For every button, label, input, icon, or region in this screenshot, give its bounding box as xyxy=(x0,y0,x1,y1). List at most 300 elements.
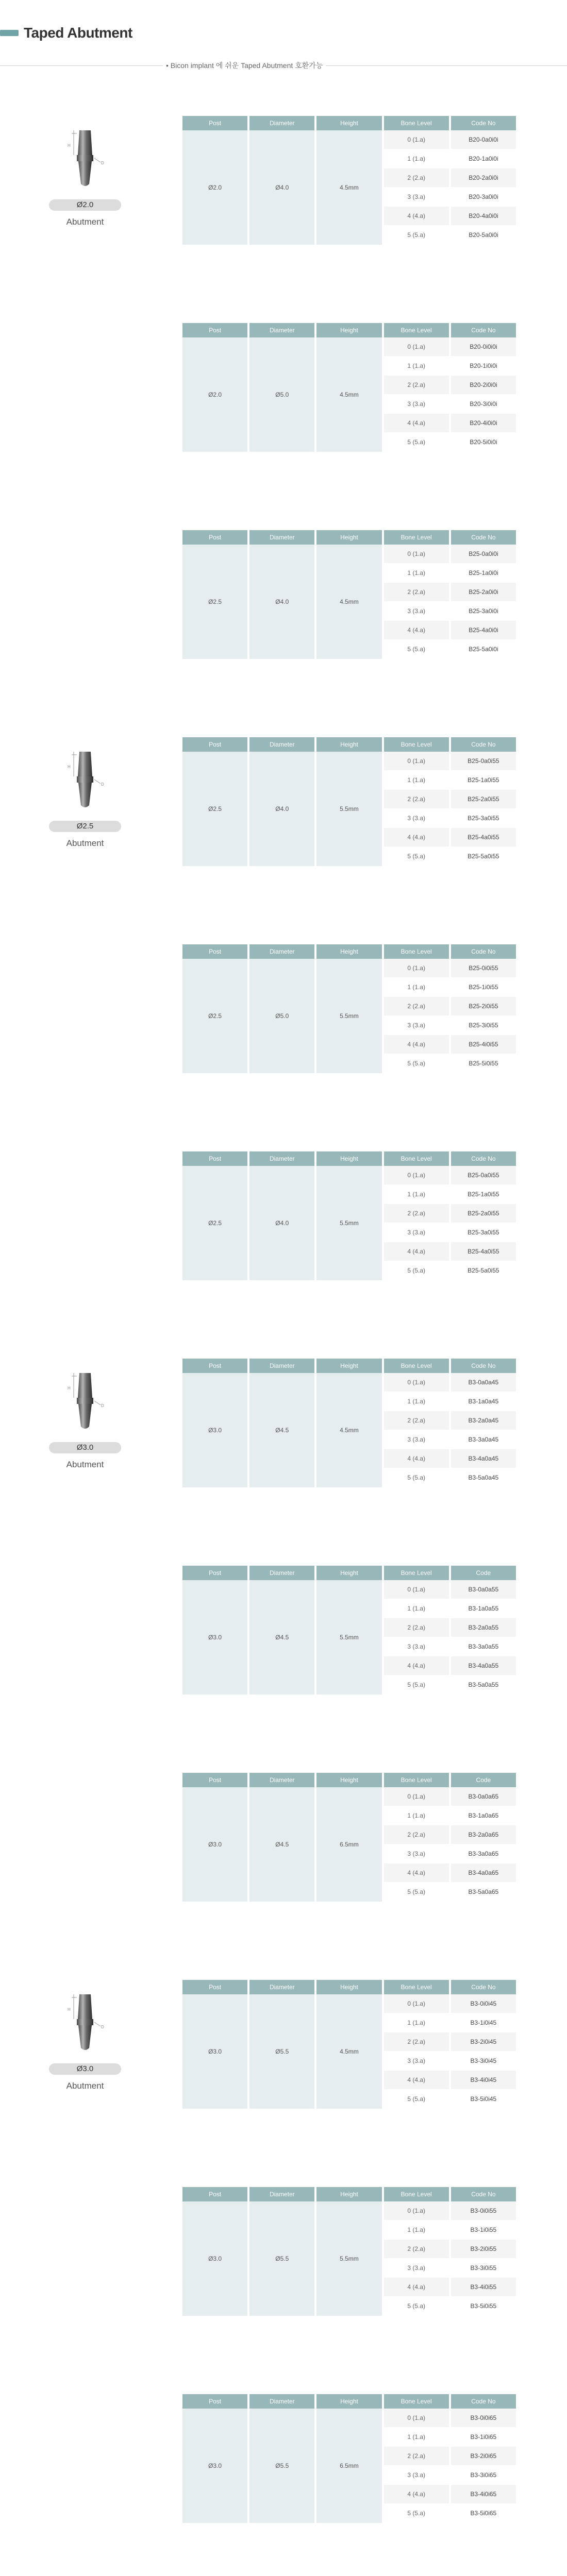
page-title: Taped Abutment xyxy=(24,25,132,41)
cell-bone-level: 0 (1.a) xyxy=(384,1373,449,1392)
cell-bone-level: 0 (1.a) xyxy=(384,1580,449,1599)
col-code-header: Code xyxy=(451,1773,516,1787)
cell-code: B3-2i0i55 xyxy=(451,2240,516,2259)
cell-code: B3-3i0i65 xyxy=(451,2466,516,2485)
col-code-header: Code No xyxy=(451,116,516,130)
cell-bone-level: 2 (2.a) xyxy=(384,1411,449,1430)
cell-code: B3-2a0a55 xyxy=(451,1618,516,1637)
col-bone-level-header: Bone Level xyxy=(384,1980,449,1994)
col-diameter-header: Diameter xyxy=(249,1566,314,1580)
cell-code: B3-3i0i55 xyxy=(451,2259,516,2278)
cell-code: B3-3a0a65 xyxy=(451,1844,516,1863)
cell-post: Ø2.0 xyxy=(182,337,247,452)
table-row xyxy=(182,2201,516,2221)
cell-code: B3-4i0i55 xyxy=(451,2278,516,2297)
spec-table xyxy=(180,323,518,452)
cell-bone-level: 3 (3.a) xyxy=(384,1016,449,1035)
cell-bone-level: 3 (3.a) xyxy=(384,1844,449,1863)
col-height-header: Height xyxy=(316,2187,381,2201)
cell-bone-level: 2 (2.a) xyxy=(384,1618,449,1637)
cell-height: 4.5mm xyxy=(316,1994,381,2109)
col-height-header: Height xyxy=(316,1980,381,1994)
cell-bone-level: 4 (4.a) xyxy=(384,1863,449,1883)
cell-bone-level: 4 (4.a) xyxy=(384,1035,449,1054)
table-row xyxy=(182,1994,516,2013)
product-block xyxy=(0,1348,567,1554)
col-diameter-header: Diameter xyxy=(249,1773,314,1787)
cell-bone-level: 0 (1.a) xyxy=(384,1166,449,1185)
product-card xyxy=(49,742,121,876)
svg-text:D: D xyxy=(101,1403,104,1408)
cell-code: B20-0a0i0i xyxy=(451,130,516,149)
col-diameter-header: Diameter xyxy=(249,1359,314,1373)
cell-diameter: Ø5.0 xyxy=(249,337,314,452)
cell-height: 4.5mm xyxy=(316,337,381,452)
cell-bone-level: 5 (5.a) xyxy=(384,226,449,245)
cell-code: B25-1i0i55 xyxy=(451,978,516,997)
cell-bone-level: 4 (4.a) xyxy=(384,2485,449,2504)
cell-bone-level: 1 (1.a) xyxy=(384,1392,449,1411)
col-post-header: Post xyxy=(182,1359,247,1373)
cell-height: 6.5mm xyxy=(316,2409,381,2523)
col-height-header: Height xyxy=(316,116,381,130)
cell-bone-level: 4 (4.a) xyxy=(384,1449,449,1468)
cell-bone-level: 5 (5.a) xyxy=(384,1261,449,1280)
cell-code: B25-5a0i55 xyxy=(451,847,516,866)
cell-post: Ø2.5 xyxy=(182,752,247,866)
cell-diameter: Ø4.0 xyxy=(249,545,314,659)
product-block xyxy=(0,1141,567,1347)
cell-code: B3-2i0i45 xyxy=(451,2032,516,2052)
cell-height: 5.5mm xyxy=(316,1166,381,1280)
cell-bone-level: 0 (1.a) xyxy=(384,752,449,771)
cell-bone-level: 3 (3.a) xyxy=(384,2259,449,2278)
cell-bone-level: 3 (3.a) xyxy=(384,602,449,621)
spec-table xyxy=(180,2394,518,2523)
cell-code: B3-0i0i55 xyxy=(451,2201,516,2221)
col-post-header: Post xyxy=(182,2394,247,2409)
cell-code: B25-1a0i55 xyxy=(451,771,516,790)
cell-code: B25-4a0i0i xyxy=(451,621,516,640)
col-bone-level-header: Bone Level xyxy=(384,530,449,545)
col-code-header: Code No xyxy=(451,737,516,752)
col-diameter-header: Diameter xyxy=(249,2187,314,2201)
product-name: Abutment xyxy=(66,1460,104,1469)
product-card xyxy=(49,1364,121,1498)
cell-code: B25-0a0i55 xyxy=(451,1166,516,1185)
cell-code: B20-4a0i0i xyxy=(451,207,516,226)
cell-diameter: Ø4.0 xyxy=(249,1166,314,1280)
col-height-header: Height xyxy=(316,2394,381,2409)
product-name: Abutment xyxy=(66,217,104,227)
cell-height: 6.5mm xyxy=(316,1787,381,1902)
col-code-header: Code No xyxy=(451,2187,516,2201)
cell-code: B3-0a0a65 xyxy=(451,1787,516,1806)
table-row xyxy=(182,2409,516,2428)
cell-bone-level: 5 (5.a) xyxy=(384,1054,449,1073)
cell-bone-level: 1 (1.a) xyxy=(384,149,449,168)
cell-diameter: Ø4.5 xyxy=(249,1580,314,1694)
col-code-header: Code xyxy=(451,1566,516,1580)
cell-code: B25-0a0i0i xyxy=(451,545,516,564)
product-size-pill: Ø2.0 xyxy=(49,199,121,211)
col-diameter-header: Diameter xyxy=(249,1980,314,1994)
product-block xyxy=(0,1555,567,1761)
cell-code: B3-0i0i45 xyxy=(451,1994,516,2013)
cell-code: B3-5a0a45 xyxy=(451,1468,516,1487)
cell-bone-level: 2 (2.a) xyxy=(384,583,449,602)
table-header-row xyxy=(182,2394,516,2409)
product-card xyxy=(49,121,121,255)
cell-code: B20-2a0i0i xyxy=(451,168,516,188)
product-block xyxy=(0,313,567,519)
cell-code: B25-3a0i0i xyxy=(451,602,516,621)
cell-code: B3-1a0a55 xyxy=(451,1599,516,1618)
cell-code: B3-5a0a65 xyxy=(451,1883,516,1902)
cell-bone-level: 5 (5.a) xyxy=(384,847,449,866)
cell-code: B25-3a0i55 xyxy=(451,809,516,828)
cell-post: Ø2.5 xyxy=(182,545,247,659)
cell-height: 5.5mm xyxy=(316,959,381,1073)
col-post-header: Post xyxy=(182,530,247,545)
product-name: Abutment xyxy=(66,2081,104,2091)
cell-post: Ø3.0 xyxy=(182,2201,247,2316)
table-row xyxy=(182,545,516,564)
cell-code: B25-5i0i55 xyxy=(451,1054,516,1073)
compatibility-note: • Bicon implant 에 쉬운 Taped Abutment 호환가능 xyxy=(163,60,326,71)
page-header xyxy=(0,23,567,43)
table-row xyxy=(182,1373,516,1392)
table-header-row xyxy=(182,737,516,752)
cell-bone-level: 2 (2.a) xyxy=(384,2447,449,2466)
cell-bone-level: 4 (4.a) xyxy=(384,1242,449,1261)
cell-code: B3-2i0i65 xyxy=(451,2447,516,2466)
cell-bone-level: 5 (5.a) xyxy=(384,2297,449,2316)
table-header-row xyxy=(182,2187,516,2201)
cell-post: Ø2.5 xyxy=(182,1166,247,1280)
title-accent-bar xyxy=(0,30,19,36)
product-size-pill: Ø3.0 xyxy=(49,1442,121,1453)
col-height-header: Height xyxy=(316,737,381,752)
spec-table xyxy=(180,1980,518,2109)
col-post-header: Post xyxy=(182,1566,247,1580)
cell-bone-level: 5 (5.a) xyxy=(384,1468,449,1487)
product-name: Abutment xyxy=(66,838,104,848)
cell-bone-level: 3 (3.a) xyxy=(384,1223,449,1242)
cell-bone-level: 1 (1.a) xyxy=(384,1599,449,1618)
cell-bone-level: 1 (1.a) xyxy=(384,2013,449,2032)
cell-code: B3-0a0a45 xyxy=(451,1373,516,1392)
cell-code: B25-0a0i55 xyxy=(451,752,516,771)
cell-code: B25-0i0i55 xyxy=(451,959,516,978)
cell-code: B25-3i0i55 xyxy=(451,1016,516,1035)
table-header-row xyxy=(182,1359,516,1373)
cell-bone-level: 1 (1.a) xyxy=(384,1806,449,1825)
cell-bone-level: 1 (1.a) xyxy=(384,1185,449,1204)
cell-code: B3-0a0a55 xyxy=(451,1580,516,1599)
col-bone-level-header: Bone Level xyxy=(384,323,449,337)
table-row xyxy=(182,1166,516,1185)
cell-code: B3-2a0a45 xyxy=(451,1411,516,1430)
cell-bone-level: 3 (3.a) xyxy=(384,809,449,828)
table-row xyxy=(182,1787,516,1806)
col-code-header: Code No xyxy=(451,2394,516,2409)
cell-bone-level: 5 (5.a) xyxy=(384,1883,449,1902)
cell-code: B25-4i0i55 xyxy=(451,1035,516,1054)
col-post-header: Post xyxy=(182,737,247,752)
cell-code: B20-5a0i0i xyxy=(451,226,516,245)
cell-height: 4.5mm xyxy=(316,130,381,245)
cell-bone-level: 1 (1.a) xyxy=(384,771,449,790)
cell-bone-level: 5 (5.a) xyxy=(384,433,449,452)
cell-code: B3-4a0a45 xyxy=(451,1449,516,1468)
cell-bone-level: 3 (3.a) xyxy=(384,395,449,414)
cell-code: B3-1i0i65 xyxy=(451,2428,516,2447)
col-diameter-header: Diameter xyxy=(249,530,314,545)
col-post-header: Post xyxy=(182,1773,247,1787)
cell-post: Ø3.0 xyxy=(182,2409,247,2523)
cell-height: 5.5mm xyxy=(316,1580,381,1694)
col-height-header: Height xyxy=(316,944,381,959)
col-post-header: Post xyxy=(182,323,247,337)
col-code-header: Code No xyxy=(451,944,516,959)
cell-height: 4.5mm xyxy=(316,1373,381,1487)
col-bone-level-header: Bone Level xyxy=(384,116,449,130)
product-block xyxy=(0,2177,567,2383)
cell-bone-level: 1 (1.a) xyxy=(384,2428,449,2447)
cell-code: B3-1i0i55 xyxy=(451,2221,516,2240)
cell-bone-level: 0 (1.a) xyxy=(384,959,449,978)
cell-post: Ø2.5 xyxy=(182,959,247,1073)
cell-bone-level: 0 (1.a) xyxy=(384,1787,449,1806)
cell-code: B20-1a0i0i xyxy=(451,149,516,168)
cell-bone-level: 4 (4.a) xyxy=(384,2071,449,2090)
cell-bone-level: 2 (2.a) xyxy=(384,168,449,188)
cell-diameter: Ø4.0 xyxy=(249,752,314,866)
cell-code: B25-2a0i55 xyxy=(451,790,516,809)
cell-bone-level: 3 (3.a) xyxy=(384,188,449,207)
col-bone-level-header: Bone Level xyxy=(384,944,449,959)
cell-post: Ø3.0 xyxy=(182,1787,247,1902)
col-code-header: Code No xyxy=(451,323,516,337)
spec-table xyxy=(180,116,518,245)
cell-code: B25-5a0i0i xyxy=(451,640,516,659)
col-bone-level-header: Bone Level xyxy=(384,1359,449,1373)
abutment-icon xyxy=(49,121,121,198)
cell-code: B3-5a0a55 xyxy=(451,1675,516,1694)
cell-code: B25-4a0i55 xyxy=(451,828,516,847)
product-block xyxy=(0,2384,567,2576)
cell-diameter: Ø4.5 xyxy=(249,1787,314,1902)
cell-post: Ø3.0 xyxy=(182,1580,247,1694)
cell-code: B25-1a0i0i xyxy=(451,564,516,583)
cell-code: B25-5a0i55 xyxy=(451,1261,516,1280)
cell-post: Ø2.0 xyxy=(182,130,247,245)
cell-bone-level: 1 (1.a) xyxy=(384,2221,449,2240)
cell-code: B3-0i0i65 xyxy=(451,2409,516,2428)
cell-bone-level: 2 (2.a) xyxy=(384,1204,449,1223)
cell-diameter: Ø5.0 xyxy=(249,959,314,1073)
cell-bone-level: 2 (2.a) xyxy=(384,2032,449,2052)
col-height-header: Height xyxy=(316,1566,381,1580)
product-card xyxy=(49,1985,121,2119)
col-bone-level-header: Bone Level xyxy=(384,2187,449,2201)
cell-code: B20-0i0i0i xyxy=(451,337,516,357)
col-height-header: Height xyxy=(316,530,381,545)
cell-code: B25-3a0i55 xyxy=(451,1223,516,1242)
svg-text:H: H xyxy=(68,143,71,148)
cell-bone-level: 4 (4.a) xyxy=(384,621,449,640)
svg-text:H: H xyxy=(68,765,71,769)
cell-diameter: Ø4.0 xyxy=(249,130,314,245)
product-block xyxy=(0,520,567,726)
svg-text:D: D xyxy=(101,161,104,165)
table-row xyxy=(182,959,516,978)
cell-code: B3-4i0i65 xyxy=(451,2485,516,2504)
cell-code: B25-2i0i55 xyxy=(451,997,516,1016)
table-row xyxy=(182,752,516,771)
cell-bone-level: 2 (2.a) xyxy=(384,376,449,395)
product-size-pill: Ø3.0 xyxy=(49,2063,121,2075)
cell-bone-level: 5 (5.a) xyxy=(384,640,449,659)
cell-bone-level: 1 (1.a) xyxy=(384,564,449,583)
spec-table xyxy=(180,1566,518,1694)
col-bone-level-header: Bone Level xyxy=(384,1566,449,1580)
cell-bone-level: 4 (4.a) xyxy=(384,207,449,226)
col-diameter-header: Diameter xyxy=(249,323,314,337)
cell-bone-level: 4 (4.a) xyxy=(384,828,449,847)
cell-diameter: Ø5.5 xyxy=(249,1994,314,2109)
product-size-pill: Ø2.5 xyxy=(49,821,121,832)
product-block xyxy=(0,106,567,312)
cell-code: B25-1a0i55 xyxy=(451,1185,516,1204)
cell-bone-level: 0 (1.a) xyxy=(384,130,449,149)
cell-height: 5.5mm xyxy=(316,2201,381,2316)
col-diameter-header: Diameter xyxy=(249,737,314,752)
cell-bone-level: 4 (4.a) xyxy=(384,414,449,433)
cell-code: B3-5i0i45 xyxy=(451,2090,516,2109)
cell-code: B3-2a0a65 xyxy=(451,1825,516,1844)
cell-code: B3-1a0a45 xyxy=(451,1392,516,1411)
col-post-header: Post xyxy=(182,1151,247,1166)
abutment-icon xyxy=(49,1985,121,2062)
table-header-row xyxy=(182,1980,516,1994)
col-post-header: Post xyxy=(182,116,247,130)
cell-height: 4.5mm xyxy=(316,545,381,659)
col-height-header: Height xyxy=(316,1773,381,1787)
cell-code: B20-2i0i0i xyxy=(451,376,516,395)
col-code-header: Code No xyxy=(451,1359,516,1373)
cell-bone-level: 4 (4.a) xyxy=(384,2278,449,2297)
cell-code: B3-1i0i45 xyxy=(451,2013,516,2032)
cell-bone-level: 5 (5.a) xyxy=(384,2090,449,2109)
cell-bone-level: 1 (1.a) xyxy=(384,357,449,376)
col-post-header: Post xyxy=(182,1980,247,1994)
table-row xyxy=(182,130,516,149)
cell-code: B20-5i0i0i xyxy=(451,433,516,452)
product-block xyxy=(0,1762,567,1969)
cell-code: B25-2a0i55 xyxy=(451,1204,516,1223)
abutment-icon xyxy=(49,742,121,820)
cell-bone-level: 2 (2.a) xyxy=(384,997,449,1016)
col-bone-level-header: Bone Level xyxy=(384,1773,449,1787)
table-header-row xyxy=(182,323,516,337)
col-height-header: Height xyxy=(316,323,381,337)
cell-diameter: Ø5.5 xyxy=(249,2409,314,2523)
cell-code: B3-5i0i65 xyxy=(451,2504,516,2523)
svg-text:D: D xyxy=(101,2025,104,2029)
table-header-row xyxy=(182,1773,516,1787)
product-block xyxy=(0,727,567,933)
cell-code: B3-4a0a55 xyxy=(451,1656,516,1675)
cell-bone-level: 4 (4.a) xyxy=(384,1656,449,1675)
cell-bone-level: 0 (1.a) xyxy=(384,337,449,357)
col-bone-level-header: Bone Level xyxy=(384,2394,449,2409)
cell-height: 5.5mm xyxy=(316,752,381,866)
cell-bone-level: 3 (3.a) xyxy=(384,1430,449,1449)
cell-bone-level: 2 (2.a) xyxy=(384,2240,449,2259)
cell-bone-level: 2 (2.a) xyxy=(384,790,449,809)
spec-table xyxy=(180,944,518,1073)
col-bone-level-header: Bone Level xyxy=(384,737,449,752)
cell-code: B3-3i0i45 xyxy=(451,2052,516,2071)
col-height-header: Height xyxy=(316,1151,381,1166)
cell-code: B25-4a0i55 xyxy=(451,1242,516,1261)
product-block xyxy=(0,934,567,1140)
col-code-header: Code No xyxy=(451,1151,516,1166)
table-row xyxy=(182,1580,516,1599)
spec-table xyxy=(180,737,518,866)
table-header-row xyxy=(182,944,516,959)
cell-bone-level: 3 (3.a) xyxy=(384,2466,449,2485)
spec-table xyxy=(180,1773,518,1902)
cell-bone-level: 1 (1.a) xyxy=(384,978,449,997)
cell-code: B3-4a0a65 xyxy=(451,1863,516,1883)
col-height-header: Height xyxy=(316,1359,381,1373)
svg-text:D: D xyxy=(101,782,104,787)
col-bone-level-header: Bone Level xyxy=(384,1151,449,1166)
col-code-header: Code No xyxy=(451,1980,516,1994)
cell-bone-level: 5 (5.a) xyxy=(384,1675,449,1694)
table-header-row xyxy=(182,530,516,545)
cell-post: Ø3.0 xyxy=(182,1994,247,2109)
cell-bone-level: 5 (5.a) xyxy=(384,2504,449,2523)
cell-diameter: Ø5.5 xyxy=(249,2201,314,2316)
col-diameter-header: Diameter xyxy=(249,1151,314,1166)
cell-code: B25-2a0i0i xyxy=(451,583,516,602)
spec-table xyxy=(180,530,518,659)
col-post-header: Post xyxy=(182,2187,247,2201)
cell-bone-level: 3 (3.a) xyxy=(384,1637,449,1656)
spec-table xyxy=(180,2187,518,2316)
cell-code: B3-1a0a65 xyxy=(451,1806,516,1825)
abutment-icon xyxy=(49,1364,121,1441)
cell-code: B3-3a0a55 xyxy=(451,1637,516,1656)
cell-bone-level: 0 (1.a) xyxy=(384,545,449,564)
col-diameter-header: Diameter xyxy=(249,116,314,130)
cell-bone-level: 0 (1.a) xyxy=(384,2409,449,2428)
spec-table xyxy=(180,1359,518,1487)
cell-bone-level: 3 (3.a) xyxy=(384,2052,449,2071)
cell-code: B3-4i0i45 xyxy=(451,2071,516,2090)
col-diameter-header: Diameter xyxy=(249,2394,314,2409)
table-header-row xyxy=(182,116,516,130)
cell-code: B20-3a0i0i xyxy=(451,188,516,207)
table-row xyxy=(182,337,516,357)
cell-code: B3-5i0i55 xyxy=(451,2297,516,2316)
product-block xyxy=(0,1970,567,2176)
cell-code: B20-4i0i0i xyxy=(451,414,516,433)
